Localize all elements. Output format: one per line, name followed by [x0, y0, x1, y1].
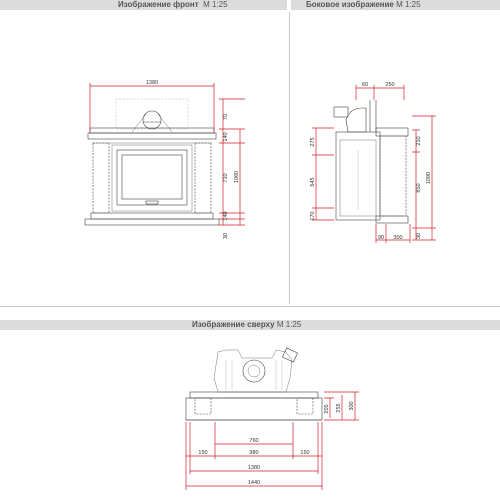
top-view-drawing	[186, 348, 359, 490]
top-insert-lines	[226, 360, 282, 390]
side-dim-30: 30	[416, 232, 422, 240]
front-view-scale: M 1:25	[203, 0, 228, 9]
front-column-left	[93, 143, 109, 213]
front-width-label: 1380	[145, 80, 159, 86]
side-dim-275: 275	[310, 137, 316, 147]
side-view-scale: M 1:25	[396, 0, 421, 9]
front-view-drawing	[85, 80, 245, 239]
front-dim-1060: 1060	[234, 170, 240, 184]
top-flue-circle-inner	[248, 365, 260, 377]
top-cladding-back	[190, 392, 318, 398]
front-door-glass	[122, 155, 182, 199]
side-cornice	[376, 128, 408, 136]
side-dim-645: 645	[310, 177, 316, 187]
top-dim-980: 980	[249, 450, 259, 456]
top-dim-1440: 1440	[247, 480, 261, 486]
front-dim-710: 710	[223, 173, 229, 183]
top-flue-circle	[243, 360, 265, 382]
front-dim-140-bottom: 140	[223, 211, 229, 221]
side-dim-250: 250	[385, 82, 395, 88]
side-flue-box	[334, 107, 348, 117]
front-view-title-text: Изображение фронт	[118, 0, 199, 9]
front-door-handle	[146, 201, 158, 204]
side-right-ticks	[412, 116, 436, 240]
top-dim-150-right: 150	[300, 450, 310, 456]
top-dim-255: 255	[336, 403, 342, 413]
top-insert-outline	[214, 350, 292, 392]
side-dim-170: 170	[310, 211, 316, 221]
side-column	[380, 136, 406, 216]
front-base-plinth	[91, 213, 213, 219]
top-cladding-front	[186, 398, 322, 420]
side-view-drawing	[310, 82, 436, 243]
front-dim-140-top: 140	[223, 132, 229, 142]
side-dim-1090: 1090	[426, 171, 432, 185]
side-dim-300: 300	[393, 235, 403, 241]
top-view-title-text: Изображение сверху	[192, 320, 275, 329]
top-flue-side-box	[282, 348, 297, 362]
front-flue-arm	[132, 114, 172, 132]
top-column-right	[297, 398, 313, 414]
top-dim-760: 760	[249, 438, 259, 444]
front-flue-ring	[143, 111, 161, 129]
front-dim-70: 70	[223, 113, 229, 121]
top-dim-150-left: 150	[198, 450, 208, 456]
front-cornice	[88, 133, 216, 139]
side-view-title-text: Боковое изображение	[306, 0, 394, 9]
side-flue-pipe	[346, 108, 366, 132]
side-dim-850: 850	[416, 183, 422, 193]
top-column-left	[195, 398, 211, 414]
front-door	[117, 150, 187, 205]
side-base	[376, 216, 408, 223]
top-dim-300: 300	[349, 401, 355, 411]
side-dim-210: 210	[416, 136, 422, 146]
top-dim-205: 205	[324, 404, 330, 414]
front-column-right	[195, 143, 211, 213]
front-chimney-panel	[116, 99, 188, 129]
front-dim-30: 30	[223, 232, 229, 240]
top-dim-1380: 1380	[247, 465, 261, 471]
top-view-scale: M 1:25	[276, 320, 302, 329]
side-dim-90: 90	[377, 235, 385, 241]
side-dim-60: 60	[361, 82, 369, 88]
front-base	[85, 219, 219, 225]
